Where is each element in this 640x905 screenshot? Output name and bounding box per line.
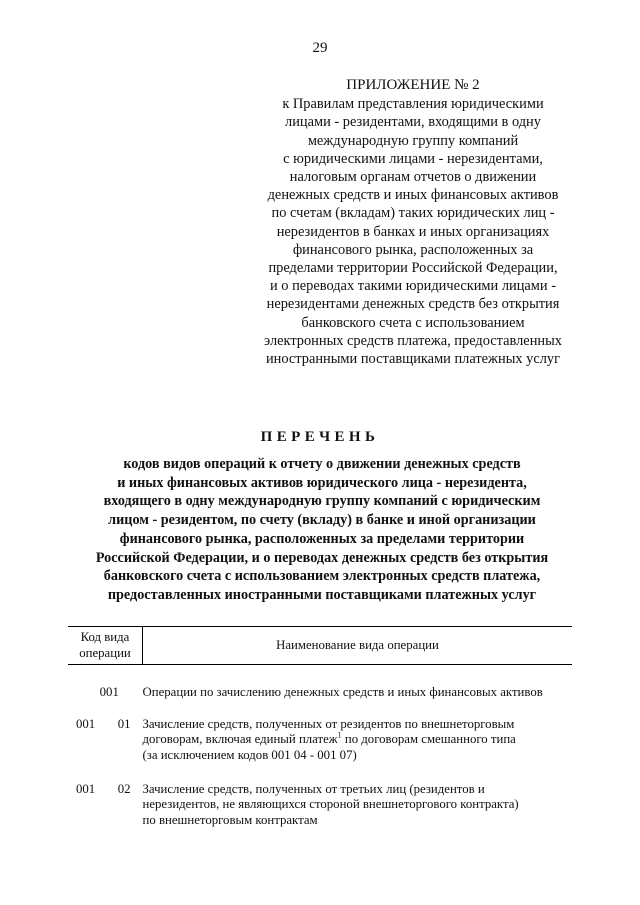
subtitle-line: финансового рынка, расположенных за пределами территории (119, 530, 525, 547)
row-code (68, 782, 143, 829)
row-name-line: по внешнеторговым контрактам (142, 812, 318, 827)
page-number: 29 (312, 40, 328, 56)
row-name-text: по договорам смешанного типа (341, 732, 516, 747)
appendix-line: нерезидентами денежных средств без открытия (266, 296, 560, 313)
appendix-line: с юридическими лицами - нерезидентами, (283, 150, 543, 167)
header-name: Наименование вида операции (143, 627, 573, 665)
row-name-line: (за исключением кодов 001 04 - 001 07) (142, 747, 357, 762)
row-name-line (143, 732, 573, 748)
row-name-line: Зачисление средств, полученных от третьих лиц (резидентов и (142, 781, 485, 796)
appendix-line: финансового рынка, расположенных за (292, 241, 534, 258)
header-code (68, 627, 143, 665)
appendix-line: по счетам (вкладам) таких юридических лиц - (271, 205, 555, 222)
row-name-line: нерезидентов, не являющихся стороной внешнеторгового контракта) (142, 797, 519, 812)
row-name (143, 717, 573, 764)
appendix-line: электронных средств платежа, предоставленных (264, 332, 562, 349)
appendix-title: ПРИЛОЖЕНИЕ № 2 (346, 77, 480, 93)
row-name (143, 782, 573, 829)
appendix-line: международную группу компаний (307, 132, 519, 149)
table-row (68, 717, 572, 764)
header-code-line: Код вида (80, 630, 130, 644)
code-part: 001 (76, 716, 96, 731)
subtitle-line: предоставленных иностранными поставщиками платежных услуг (107, 586, 537, 603)
operation-codes-table (68, 626, 572, 828)
table-row (68, 685, 572, 701)
appendix-line: нерезидентов в банках и иных организациях (276, 223, 550, 240)
code-part: 001 (99, 685, 119, 700)
code-part: 02 (117, 781, 131, 796)
row-code (68, 685, 143, 701)
list-title: ПЕРЕЧЕНЬ (260, 429, 380, 445)
code-part: 01 (117, 716, 131, 731)
appendix-line: к Правилам представления юридическими (282, 96, 544, 113)
header-code-line: операции (79, 645, 131, 660)
appendix-line: налоговым органам отчетов о движении (289, 169, 537, 186)
appendix-line: банковского счета с использованием (301, 314, 525, 331)
row-name-text: договорам, включая единый платеж (142, 732, 338, 747)
subtitle-line: и иных финансовых активов юридического лица - нерезидента, (117, 474, 527, 491)
code-part: 001 (76, 781, 96, 796)
table-header-row (68, 627, 572, 665)
list-subtitle (72, 455, 572, 605)
row-name-line: Зачисление средств, полученных от резидентов по внешнеторговым (142, 716, 515, 731)
appendix-line: и о переводах такими юридическими лицами - (270, 278, 556, 295)
subtitle-line: банковского счета с использованием электронных средств платежа, (103, 568, 541, 585)
table-row (68, 782, 572, 829)
footnote-marker: 1 (337, 731, 342, 741)
row-name-line: Операции по зачислению денежных средств и иных финансовых активов (142, 685, 543, 700)
appendix-line: иностранными поставщиками платежных услуг (265, 351, 561, 368)
subtitle-line: Российской Федерации, и о переводах денежных средств без открытия (95, 549, 549, 566)
row-name (143, 685, 573, 701)
subtitle-line: входящего в одну международную группу компаний с юридическим (103, 493, 541, 510)
appendix-header (254, 76, 572, 368)
subtitle-line: кодов видов операций к отчету о движении денежных средств (123, 456, 521, 472)
appendix-line: лицами - резидентами, входящими в одну (285, 114, 541, 131)
subtitle-line: лицом - резидентом, по счету (вкладу) в банке и иной организации (108, 512, 536, 529)
appendix-line: денежных средств и иных финансовых активов (267, 187, 559, 204)
appendix-line: пределами территории Российской Федерации, (268, 260, 558, 277)
row-code (68, 717, 143, 764)
